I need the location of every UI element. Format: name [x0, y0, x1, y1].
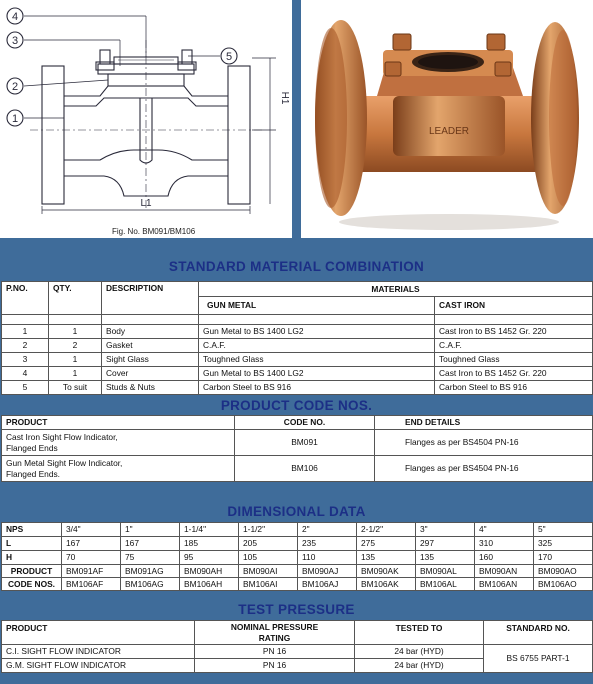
header-rating-line1: NOMINAL PRESSURE [230, 622, 319, 633]
table-row [2, 430, 593, 456]
cell-code: BM106AL [416, 578, 475, 591]
callout-1: 1 [11, 113, 19, 125]
header-product: PRODUCT [2, 416, 235, 430]
product-code-table [1, 415, 593, 482]
cell-standard: BS 6755 PART-1 [484, 645, 593, 673]
label-code-nos: CODE NOS. [2, 578, 62, 591]
label-l: L [2, 537, 62, 551]
table-row [2, 381, 593, 395]
header-gun-metal: GUN METAL [199, 297, 435, 315]
cell-product-line2: Flanged Ends [6, 442, 58, 453]
cell-l: 310 [475, 537, 534, 551]
cell-cast-iron: Toughned Glass [435, 353, 593, 367]
dimensional-table [1, 522, 593, 591]
header-rating-line2: RATING [258, 632, 291, 643]
nps-row [2, 523, 593, 537]
cell-gun-metal: Toughned Glass [199, 353, 435, 367]
test-pressure-table [1, 620, 593, 673]
cell-gun-metal: C.A.F. [199, 339, 435, 353]
cell-nps: 2-1/2" [357, 523, 416, 537]
cell-h: 105 [239, 551, 298, 565]
cell-h: 170 [534, 551, 593, 565]
cell-code: BM090AH [180, 565, 239, 578]
valve-photo-panel [301, 0, 593, 238]
cell-code: BM106AF [62, 578, 121, 591]
cell-qty: 1 [49, 325, 102, 339]
cell-h: 135 [416, 551, 475, 565]
cell-rating: PN 16 [195, 645, 355, 659]
cell-h: 160 [475, 551, 534, 565]
cell-cast-iron: Carbon Steel to BS 916 [435, 381, 593, 395]
cell-code: BM106AG [121, 578, 180, 591]
cell-l: 167 [121, 537, 180, 551]
header-cast-iron: CAST IRON [435, 297, 593, 315]
header-materials: MATERIALS [199, 282, 593, 297]
cell-qty: 1 [49, 353, 102, 367]
cell-gun-metal: Gun Metal to BS 1400 LG2 [199, 325, 435, 339]
cell-l: 235 [298, 537, 357, 551]
header-end-details: END DETAILS [375, 416, 593, 430]
cell-pno: 3 [2, 353, 49, 367]
cell-description: Gasket [102, 339, 199, 353]
section-title-dimensional: DIMENSIONAL DATA [227, 504, 366, 519]
cell-product: G.M. SIGHT FLOW INDICATOR [2, 659, 195, 673]
table-row [2, 325, 593, 339]
valve-section-drawing [0, 0, 292, 238]
cell-product-line1: Cast Iron Sight Flow Indicator, [6, 432, 118, 442]
cell-tested: 24 bar (HYD) [355, 645, 484, 659]
cell-rating: PN 16 [195, 659, 355, 673]
header-description: DESCRIPTION [102, 282, 199, 315]
cell-description: Cover [102, 367, 199, 381]
cell-nps: 3/4" [62, 523, 121, 537]
cell-nps: 1" [121, 523, 180, 537]
cell-l: 185 [180, 537, 239, 551]
section-title-material: STANDARD MATERIAL COMBINATION [168, 259, 425, 274]
cell-end-details: Flanges as per BS4504 PN-16 [375, 456, 593, 482]
cell-h: 95 [180, 551, 239, 565]
cell-nps: 3" [416, 523, 475, 537]
cell-cast-iron: Cast Iron to BS 1452 Gr. 220 [435, 325, 593, 339]
cell-qty: 2 [49, 339, 102, 353]
figure-caption: Fig. No. BM091/BM106 [112, 227, 196, 236]
cell-tested: 24 bar (HYD) [355, 659, 484, 673]
valve-photo [301, 0, 593, 238]
cell-code: BM106AJ [298, 578, 357, 591]
cell-l: 205 [239, 537, 298, 551]
cell-h: 75 [121, 551, 180, 565]
cell-code: BM091AF [62, 565, 121, 578]
label-h: H [2, 551, 62, 565]
cell-qty: To suit [49, 381, 102, 395]
cell-l: 275 [357, 537, 416, 551]
cell-end-details: Flanges as per BS4504 PN-16 [375, 430, 593, 456]
cell-code: BM106AN [475, 578, 534, 591]
cell-pno: 4 [2, 367, 49, 381]
label-product: PRODUCT [2, 565, 62, 578]
cell-code: BM106AO [534, 578, 593, 591]
material-table [1, 281, 593, 395]
cell-nps: 2" [298, 523, 357, 537]
cell-product-line1: Gun Metal Sight Flow Indicator, [6, 458, 123, 468]
table-row [2, 645, 593, 659]
table-row [2, 353, 593, 367]
cell-nps: 5" [534, 523, 593, 537]
cell-code: BM090AK [357, 565, 416, 578]
dim-h1-label: H1 [279, 91, 290, 105]
cell-pno: 2 [2, 339, 49, 353]
cell-nps: 1-1/2" [239, 523, 298, 537]
l-row [2, 537, 593, 551]
cell-cast-iron: Cast Iron to BS 1452 Gr. 220 [435, 367, 593, 381]
table-row [2, 339, 593, 353]
cell-code: BM091 [235, 430, 375, 456]
callout-4: 4 [11, 11, 19, 23]
code-row-af [2, 565, 593, 578]
cell-code: BM091AG [121, 565, 180, 578]
callout-3: 3 [11, 35, 19, 47]
cell-description: Sight Glass [102, 353, 199, 367]
cell-gun-metal: Gun Metal to BS 1400 LG2 [199, 367, 435, 381]
cell-nps: 1-1/4" [180, 523, 239, 537]
cell-h: 110 [298, 551, 357, 565]
cell-l: 325 [534, 537, 593, 551]
header-tested-to: TESTED TO [355, 621, 484, 645]
cell-cast-iron: C.A.F. [435, 339, 593, 353]
cell-code: BM106AH [180, 578, 239, 591]
cell-product: C.I. SIGHT FLOW INDICATOR [2, 645, 195, 659]
header-code: CODE NO. [235, 416, 375, 430]
table-row [2, 456, 593, 482]
code-row-bf [2, 578, 593, 591]
callout-5: 5 [225, 51, 233, 63]
header-standard: STANDARD NO. [484, 621, 593, 645]
cell-code: BM106 [235, 456, 375, 482]
technical-drawing-panel [0, 0, 292, 238]
cell-description: Studs & Nuts [102, 381, 199, 395]
cell-l: 297 [416, 537, 475, 551]
cell-gun-metal: Carbon Steel to BS 916 [199, 381, 435, 395]
header-product: PRODUCT [2, 621, 195, 645]
label-nps: NPS [2, 523, 62, 537]
cell-pno: 1 [2, 325, 49, 339]
cell-code: BM090AJ [298, 565, 357, 578]
cell-pno: 5 [2, 381, 49, 395]
cell-qty: 1 [49, 367, 102, 381]
cell-l: 167 [62, 537, 121, 551]
section-title-product-code: PRODUCT CODE NOS. [220, 398, 373, 413]
dim-l1-label: L1 [140, 198, 152, 209]
cell-nps: 4" [475, 523, 534, 537]
cell-code: BM090AI [239, 565, 298, 578]
cast-marking: LEADER [428, 126, 470, 137]
cell-description: Body [102, 325, 199, 339]
header-pno: P.NO. [2, 282, 49, 315]
cell-h: 70 [62, 551, 121, 565]
callout-2: 2 [11, 81, 19, 93]
cell-h: 135 [357, 551, 416, 565]
cell-code: BM090AL [416, 565, 475, 578]
cell-code: BM106AI [239, 578, 298, 591]
header-qty: QTY. [49, 282, 102, 315]
h-row [2, 551, 593, 565]
cell-code: BM106AK [357, 578, 416, 591]
cell-code: BM090AN [475, 565, 534, 578]
cell-product-line2: Flanged Ends. [6, 468, 61, 479]
table-row [2, 367, 593, 381]
cell-code: BM090AO [534, 565, 593, 578]
section-title-test-pressure: TEST PRESSURE [238, 602, 355, 617]
